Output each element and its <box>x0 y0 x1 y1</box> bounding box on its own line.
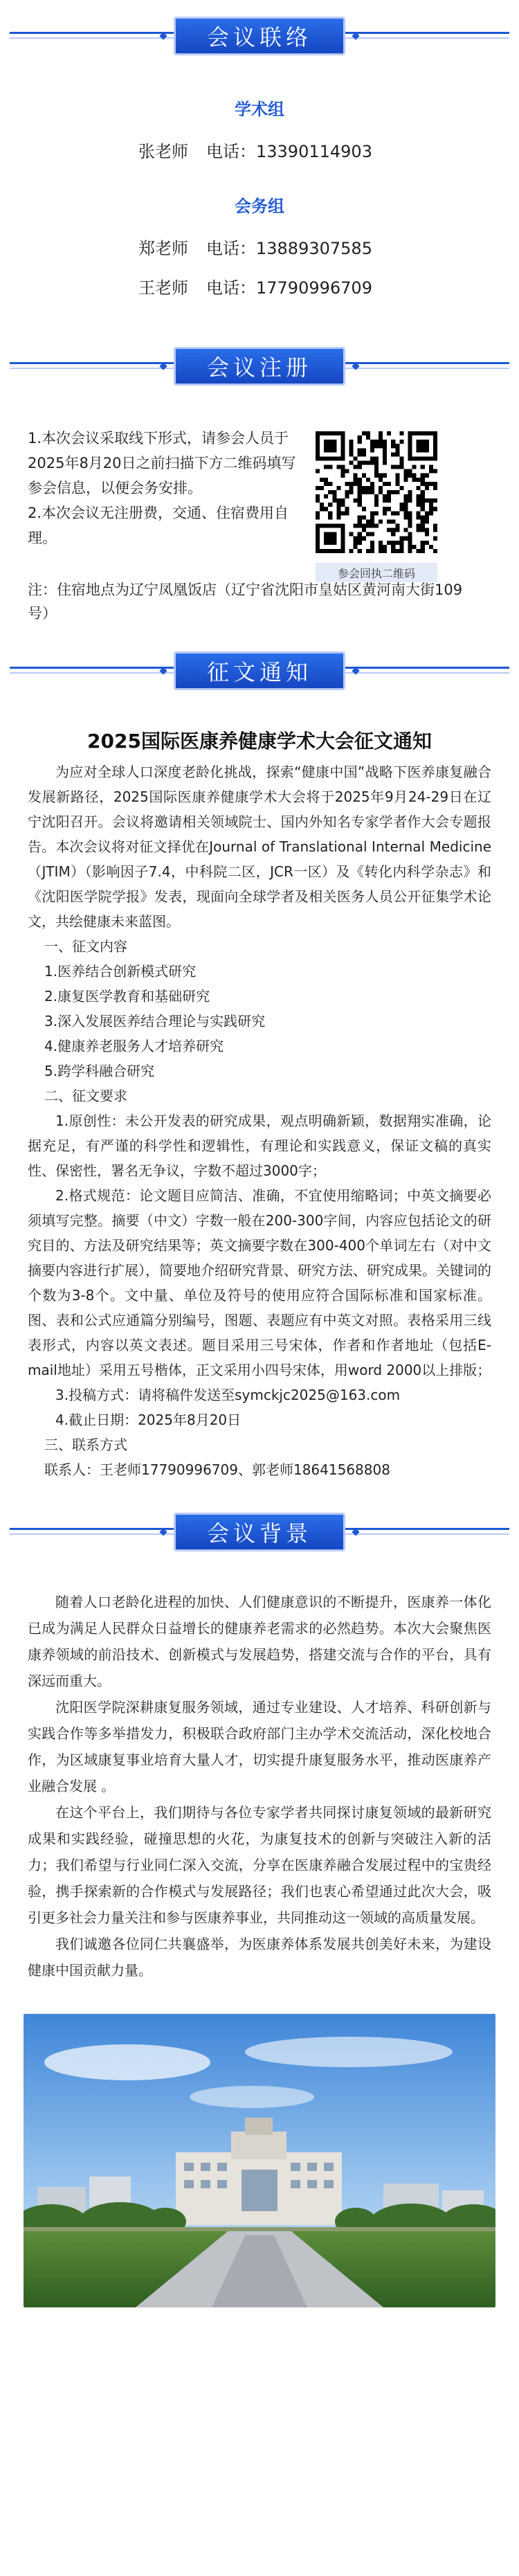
lodging-note: 注：住宿地点为辽宁凤凰饭店（辽宁省沈阳市皇姑区黄河南大街109号） <box>28 582 463 622</box>
contact-name: 郑老师 <box>138 239 188 258</box>
background-section <box>0 1572 519 1997</box>
cfp-topic: 1.医养结合创新模式研究 <box>44 963 197 980</box>
campus-photo <box>24 2014 495 2307</box>
section-banner-cfp <box>0 635 519 711</box>
section-title-contact: 会议联络 <box>174 17 345 55</box>
registration-text <box>28 406 304 550</box>
cfp-deadline: 4.截止日期：2025年8月20日 <box>55 1412 242 1428</box>
cfp-requirement: 1.原创性：未公开发表的研究成果，观点明确新颖，数据翔实准确，论据充足，有严谨的科学性和逻辑性，有理论和实践意义，保证文稿的真实性、保密性，署名无争议，字数不超过3000字； <box>28 1113 491 1179</box>
contact-phone[interactable]: 电话：13390114903 <box>206 142 372 161</box>
cfp-heading: 2025国际医康养健康学术大会征文通知 <box>87 730 432 753</box>
qr-code-icon <box>316 431 437 553</box>
cfp-subheading: 三、联系方式 <box>44 1436 127 1453</box>
cfp-section <box>0 711 519 1496</box>
section-banner-registration <box>0 330 519 406</box>
background-paragraph: 随着人口老龄化进程的加快、人们健康意识的不断提升，医康养一体化已成为满足人民群众日益增长的健康养老需求的必然趋势。本次大会聚焦医康养领域的前沿技术、创新模式与发展趋势，搭建交流与合作的平台，具有深远而重大。 <box>28 1594 491 1689</box>
qr-caption: 参会回执二维码 <box>316 563 437 582</box>
background-paragraph: 我们诚邀各位同仁共襄盛举，为医康养体系发展共创美好未来，为建设健康中国贡献力量。 <box>28 1936 491 1979</box>
qr-code-image[interactable] <box>316 431 437 553</box>
contact-person <box>138 274 519 298</box>
cfp-topic: 3.深入发展医养结合理论与实践研究 <box>44 1013 266 1029</box>
contact-phone[interactable]: 电话：13889307585 <box>206 239 372 258</box>
cfp-subheading: 二、征文要求 <box>44 1088 127 1104</box>
contact-name: 张老师 <box>138 142 188 161</box>
cfp-topic: 5.跨学科融合研究 <box>44 1063 155 1079</box>
registration-section <box>0 406 519 635</box>
background-paragraph: 沈阳医学院深耕康复服务领域，通过专业建设、人才培养、科研创新与实践合作等多举措发力，积极联合政府部门主办学术交流活动，深化校地合作，为区域康复事业培育大量人才，切实提升康复服务水平，推动医康养产业融合发展 。 <box>28 1699 491 1794</box>
contact-name: 王老师 <box>138 278 188 298</box>
campus-photo-image <box>24 2014 495 2307</box>
contact-section <box>0 76 519 330</box>
section-title-registration: 会议注册 <box>174 347 345 386</box>
contact-person <box>138 138 519 162</box>
registration-item-2: 2.本次会议无注册费，交通、住宿费用自理。 <box>28 505 289 546</box>
cfp-intro: 为应对全球人口深度老龄化挑战，探索“健康中国”战略下医养康复融合发展新路径，2025国际医康养健康学术大会将于2025年9月24-29日在辽宁沈阳召开。会议将邀请相关领域院士、国内外知名专家学者作大会专题报告。本次会议将对征文择优在Journal of Translational Internal Medicine（JTIM）（影响因子7.4，中科院二区，JCR一区）及《转化内科学杂志》和《沈阳医学院学报》发表，现面向全球学者及相关医务人员公开征集学术论文，共绘健康未来蓝图。 <box>28 764 491 930</box>
contact-person <box>138 235 519 259</box>
cfp-subheading: 一、征文内容 <box>44 938 127 955</box>
contact-phone[interactable]: 电话：17790996709 <box>206 278 372 298</box>
registration-item-1: 1.本次会议采取线下形式，请参会人员于2025年8月20日之前扫描下方二维码填写参会信息，以便会务安排。 <box>28 430 296 496</box>
cfp-contact-line: 联系人：王老师17790996709、郭老师18641568808 <box>44 1461 390 1478</box>
academic-group-label: 学术组 <box>235 100 284 119</box>
cfp-topic: 2.康复医学教育和基础研究 <box>44 988 210 1005</box>
cfp-topic: 4.健康养老服务人才培养研究 <box>44 1038 224 1054</box>
section-title-cfp: 征文通知 <box>174 651 345 690</box>
section-title-background: 会议背景 <box>174 1513 345 1551</box>
section-banner-contact <box>0 0 519 76</box>
background-paragraph: 在这个平台上，我们期待与各位专家学者共同探讨康复领域的最新研究成果和实践经验，碰撞思想的火花，为康复技术的创新与突破注入新的活力；我们希望与行业同仁深入交流，分享在医康养融合发展过程中的宝贵经验，携手探索新的合作模式与发展路径；我们也衷心希望通过此次大会，吸引更多社会力量关注和参与医康养事业，共同推动这一领域的高质量发展。 <box>28 1804 491 1926</box>
section-banner-background <box>0 1496 519 1572</box>
cfp-requirement: 2.格式规范：论文题目应简洁、准确，不宜使用缩略词；中英文摘要必须填写完整。摘要（中文）字数一般在200-300字间，内容应包括论文的研究目的、方法及研究结果等；英文摘要字数在300-400个单词左右（对中文摘要内容进行扩展），简要地介绍研究背景、研究方法、研究成果。关键词的个数为3-8个。文中量、单位及符号的使用应符合国际标准和国家标准。图、表和公式应通篇分别编号，图题、表题应有中英文对照。表格采用三线表形式，内容以英文表述。题目采用三号宋体，作者和作者地址（包括E-mail地址）采用五号楷体，正文采用小四号宋体，用word 2000以上排版； <box>28 1187 491 1378</box>
cfp-submission[interactable]: 3.投稿方式：请将稿件发送至symckjc2025@163.com <box>55 1387 401 1403</box>
affairs-group-label: 会务组 <box>235 197 284 216</box>
